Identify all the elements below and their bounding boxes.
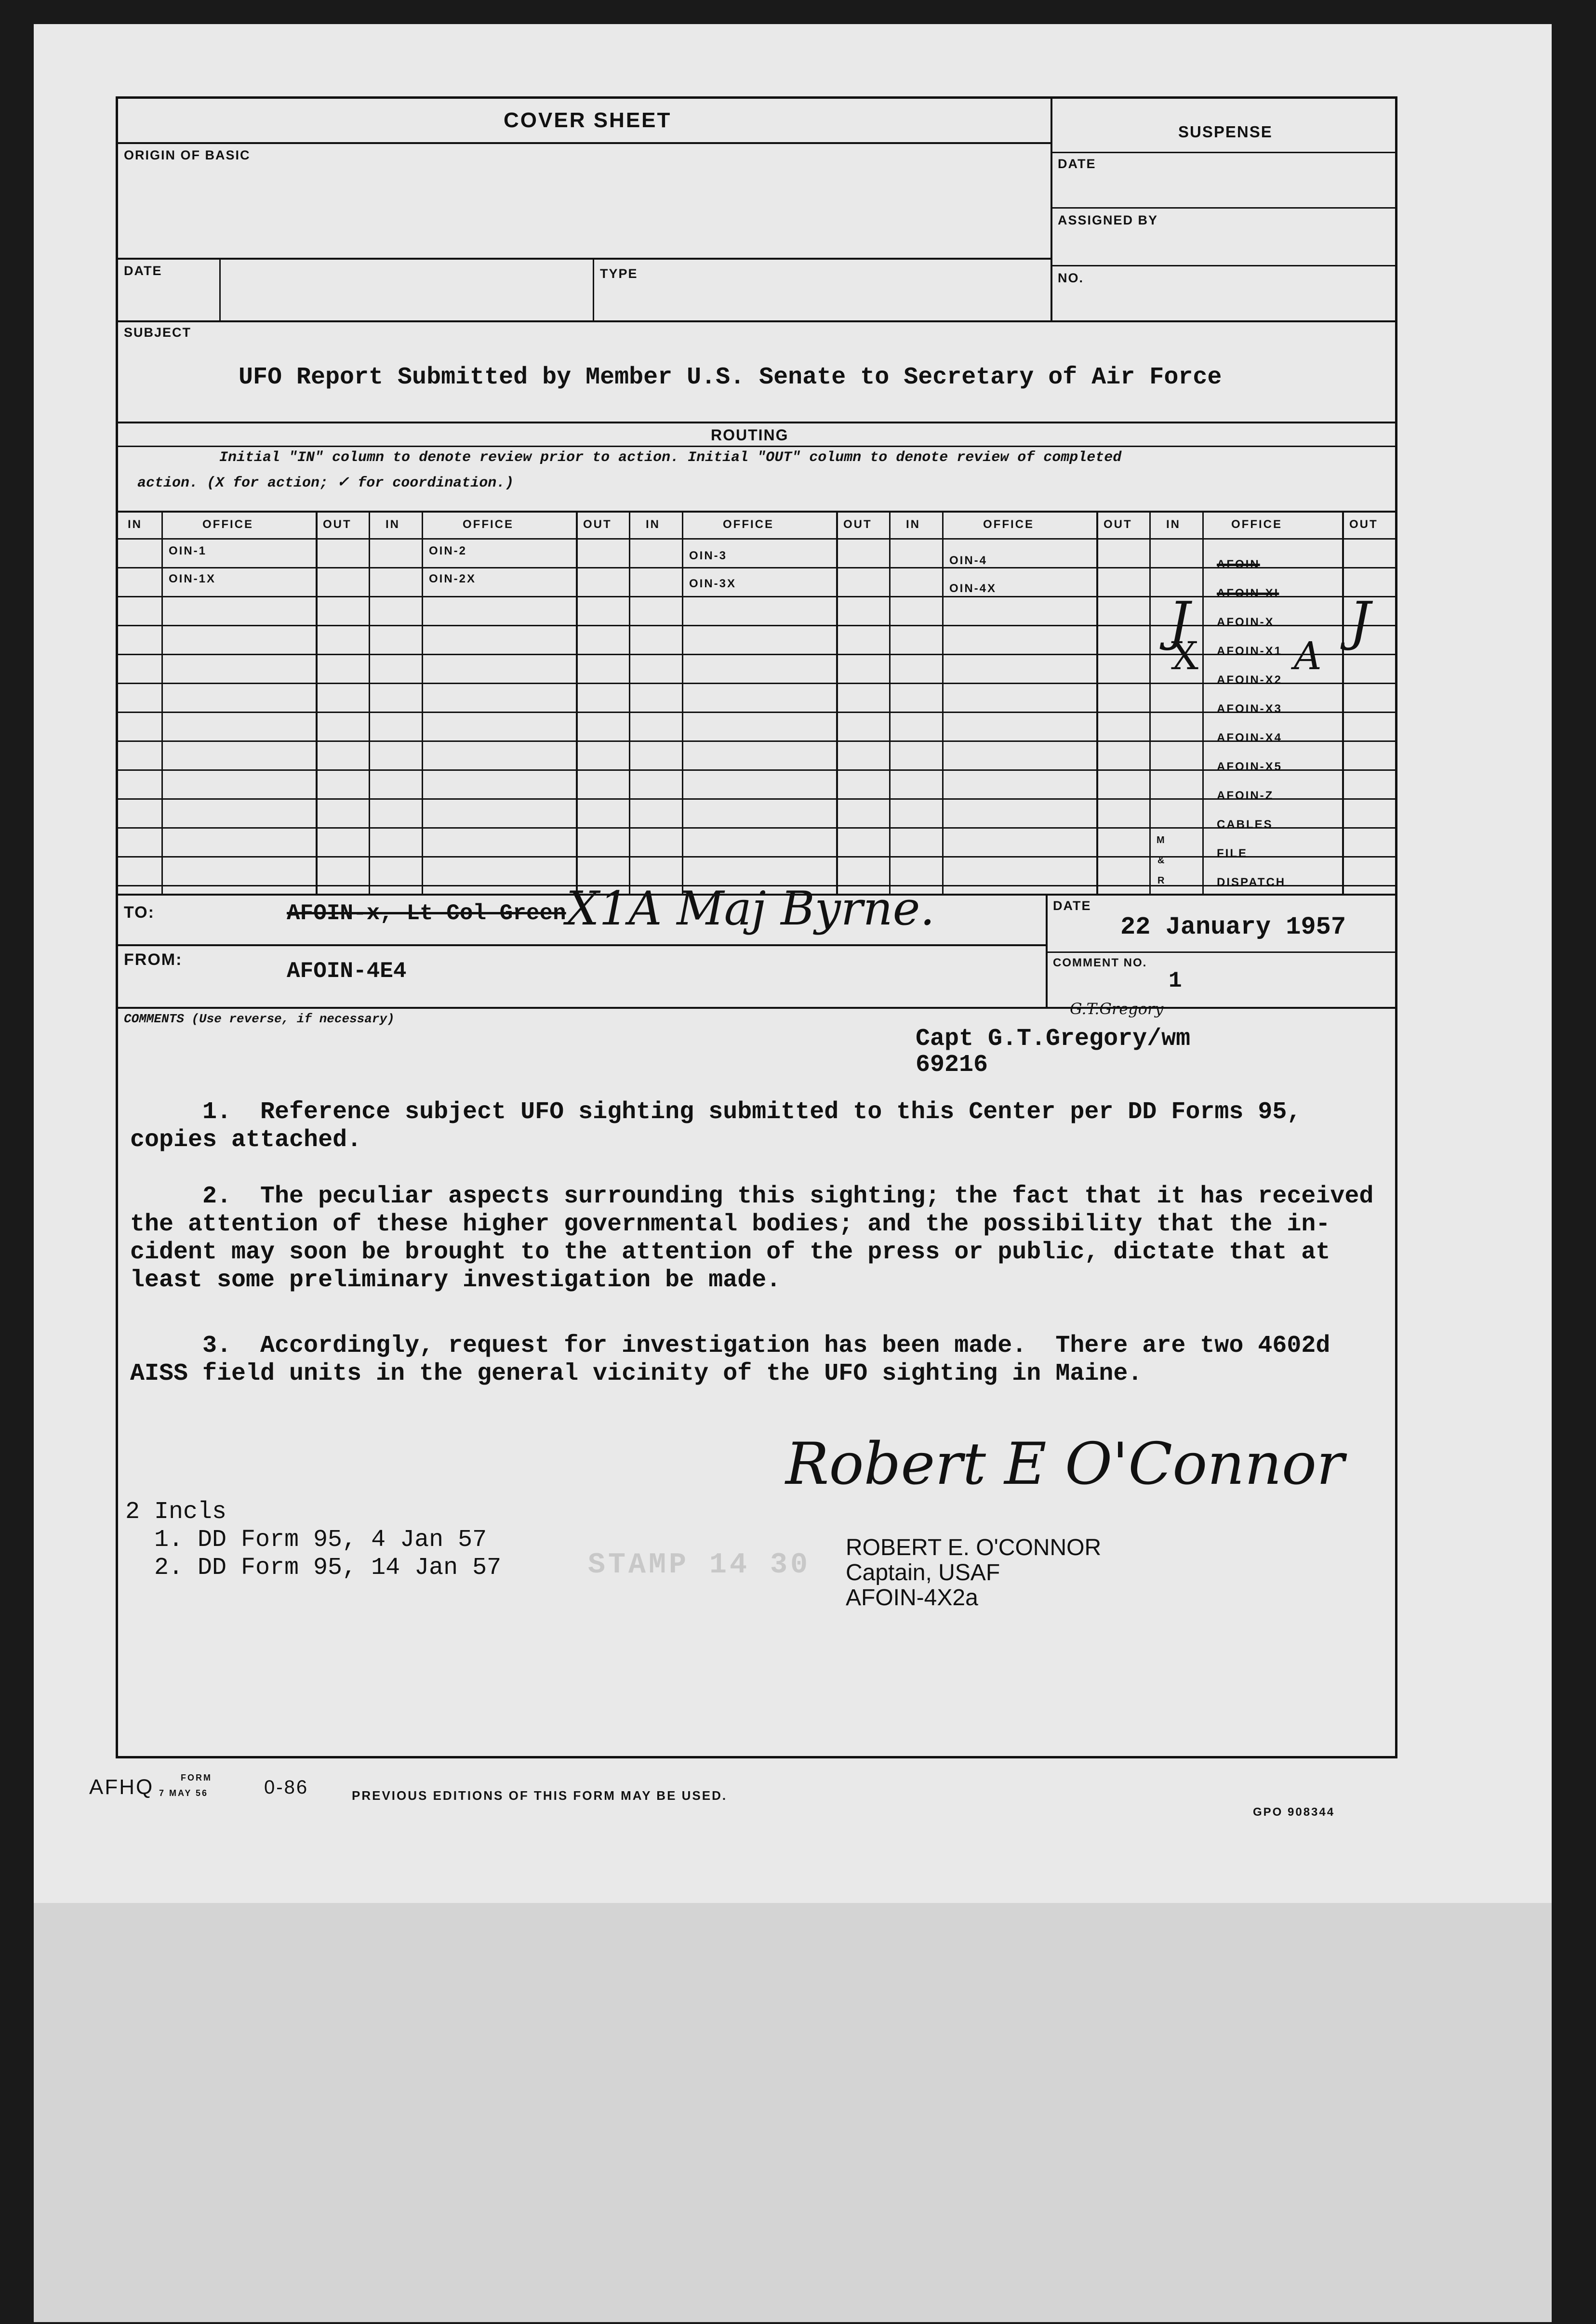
routing-row-line [118, 769, 1397, 771]
footer-form-date: 7 MAY 56 [159, 1788, 209, 1798]
paragraph-3: 3. Accordingly, request for investigation has been made. There are two 4602d AISS field units in the general vicinity of the UFO sighting in Maine. [130, 1332, 1330, 1387]
routing-title-line [118, 446, 1397, 447]
type-divider [593, 258, 594, 320]
footer-gpo: GPO 908344 [1253, 1806, 1335, 1819]
office-afoin-x2: AFOIN-X2 [1217, 673, 1283, 687]
office-afoin-x5: AFOIN-X5 [1217, 760, 1283, 773]
routing-row-line [118, 885, 1397, 886]
subject-label: SUBJECT [124, 325, 192, 340]
suspense-line-2 [1051, 207, 1397, 209]
to-date-divider [1046, 894, 1048, 1007]
author-line: Capt G.T.Gregory/wm [916, 1025, 1191, 1053]
routing-instructions-2: action. (X for action; ✓ for coordination.) [137, 475, 514, 491]
col-office-2: OFFICE [463, 518, 514, 531]
office-afoin: AFOIN [1217, 558, 1260, 571]
from-value: AFOIN-4E4 [287, 959, 407, 984]
footer-previous-editions: PREVIOUS EDITIONS OF THIS FORM MAY BE USED. [352, 1788, 728, 1803]
routing-label: ROUTING [711, 426, 789, 444]
col-in-3: IN [646, 518, 660, 531]
routing-row-line [118, 596, 1397, 597]
subject-value: UFO Report Submitted by Member U.S. Senate to Secretary of Air Force [239, 364, 1222, 391]
comment-no-line [1046, 951, 1397, 953]
col-in-2: IN [386, 518, 400, 531]
routing-top-line [118, 422, 1397, 423]
footer-form-number: 0-86 [264, 1777, 309, 1798]
office-afoin-z: AFOIN-Z [1217, 789, 1274, 802]
to-handwritten-value: X1A Maj Byrne. [566, 882, 935, 936]
col-office-1: OFFICE [202, 518, 253, 531]
routing-mark-a: A [1294, 634, 1322, 678]
routing-mark-out: J [1349, 590, 1371, 652]
header-title-line [118, 142, 1051, 144]
suspense-divider [1051, 99, 1052, 320]
signature: Robert E O'Connor [785, 1431, 1344, 1498]
to-date-value: 22 January 1957 [1120, 913, 1346, 941]
comment-no-value: 1 [1169, 968, 1182, 993]
routing-row-line [118, 712, 1397, 713]
col-out-2: OUT [583, 518, 612, 531]
office-oin-3x: OIN-3X [689, 577, 737, 590]
date-type-divider [219, 258, 221, 320]
office-oin-1: OIN-1 [169, 544, 207, 557]
routing-header-top-line [118, 511, 1397, 513]
signer-office: AFOIN-4X2a [846, 1585, 978, 1611]
col-in-4: IN [906, 518, 920, 531]
routing-mark-in-2: X [1171, 634, 1198, 678]
office-oin-1x: OIN-1X [169, 572, 216, 585]
col-in-5: IN [1166, 518, 1181, 531]
to-date-label: DATE [1053, 898, 1091, 913]
footer-agency: AFHQ [89, 1775, 154, 1799]
col-out-1: OUT [323, 518, 352, 531]
paragraph-1: 1. Reference subject UFO sighting submitted to this Center per DD Forms 95, copies attached. [130, 1098, 1302, 1154]
lower-sheet [34, 1903, 1552, 2322]
assigned-by-label: ASSIGNED BY [1058, 213, 1158, 227]
routing-row-line [118, 856, 1397, 858]
office-afoin-x3: AFOIN-X3 [1217, 702, 1283, 715]
col-out-4: OUT [1104, 518, 1132, 531]
signer-rank: Captain, USAF [846, 1560, 1000, 1585]
footer-form-word: FORM [181, 1773, 212, 1783]
office-oin-2: OIN-2 [429, 544, 467, 557]
suspense-line-3 [1051, 265, 1397, 266]
paragraph-2: 2. The peculiar aspects surrounding this sighting; the fact that it has received the attention of these higher governmental bodies; and the possibility that the in- cident may soon be brought to the attention of the press or public, dictate that at least some preliminary investigation be made. [130, 1183, 1374, 1294]
origin-bottom-line [118, 258, 1051, 260]
mr-label-amp: & [1157, 855, 1166, 866]
comments-label: COMMENTS (Use reverse, if necessary) [124, 1012, 395, 1026]
date-label: DATE [124, 264, 162, 278]
office-afoin-x1: AFOIN-X1 [1217, 645, 1283, 658]
routing-row-line [118, 683, 1397, 684]
faint-stamp: STAMP 14 30 [588, 1549, 811, 1582]
comment-no-label: COMMENT NO. [1053, 956, 1147, 969]
number-label: NO. [1058, 271, 1084, 285]
routing-row-line [118, 827, 1397, 829]
inclosure-2: 2. DD Form 95, 14 Jan 57 [154, 1554, 502, 1582]
mr-label-r: R [1157, 875, 1166, 886]
office-oin-3: OIN-3 [689, 549, 728, 562]
suspense-line-1 [1051, 152, 1397, 153]
office-afoin-x4: AFOIN-X4 [1217, 731, 1283, 744]
signer-name: ROBERT E. O'CONNOR [846, 1535, 1102, 1560]
from-top-line [118, 944, 1046, 946]
office-cables: CABLES [1217, 818, 1273, 831]
col-office-4: OFFICE [983, 518, 1034, 531]
office-oin-4x: OIN-4X [949, 582, 997, 595]
routing-mark-in-1: J [1169, 590, 1190, 652]
to-label: TO: [124, 903, 155, 922]
routing-instructions-1: Initial "IN" column to denote review prior to action. Initial "OUT" column to denote review of completed [219, 449, 1122, 466]
routing-header-bottom-line [118, 538, 1397, 540]
author-initials: G.T.Gregory [1070, 1000, 1164, 1018]
office-afoin-x: AFOIN-X [1217, 616, 1275, 629]
col-out-3: OUT [843, 518, 872, 531]
routing-row-line [118, 740, 1397, 742]
suspense-label: SUSPENSE [1178, 123, 1273, 141]
from-label: FROM: [124, 951, 183, 969]
office-oin-2x: OIN-2X [429, 572, 477, 585]
office-file: FILE [1217, 847, 1248, 860]
suspense-date-label: DATE [1058, 157, 1096, 171]
cover-sheet-title: COVER SHEET [504, 108, 672, 132]
office-afoin-xi: AFOIN-XI [1217, 587, 1279, 600]
author-phone: 69216 [916, 1051, 988, 1079]
to-struck-value: AFOIN-x, Lt Col Green [287, 901, 566, 926]
col-in-1: IN [128, 518, 142, 531]
type-label: TYPE [600, 266, 638, 281]
routing-row-line [118, 798, 1397, 800]
office-dispatch: DISPATCH [1217, 876, 1286, 889]
mr-label-m: M [1157, 835, 1166, 845]
col-office-5: OFFICE [1231, 518, 1282, 531]
cover-sheet-form [116, 96, 1397, 1758]
origin-label: ORIGIN OF BASIC [124, 148, 251, 162]
subject-top-line [118, 320, 1397, 322]
routing-row-line [118, 625, 1397, 626]
routing-row-line [118, 654, 1397, 655]
office-oin-4: OIN-4 [949, 554, 988, 567]
comments-top-line [118, 1007, 1397, 1009]
inclosures-title: 2 Incls [125, 1498, 227, 1526]
routing-row-line [118, 567, 1397, 568]
col-office-3: OFFICE [723, 518, 774, 531]
inclosure-1: 1. DD Form 95, 4 Jan 57 [154, 1526, 487, 1554]
col-out-5: OUT [1349, 518, 1378, 531]
